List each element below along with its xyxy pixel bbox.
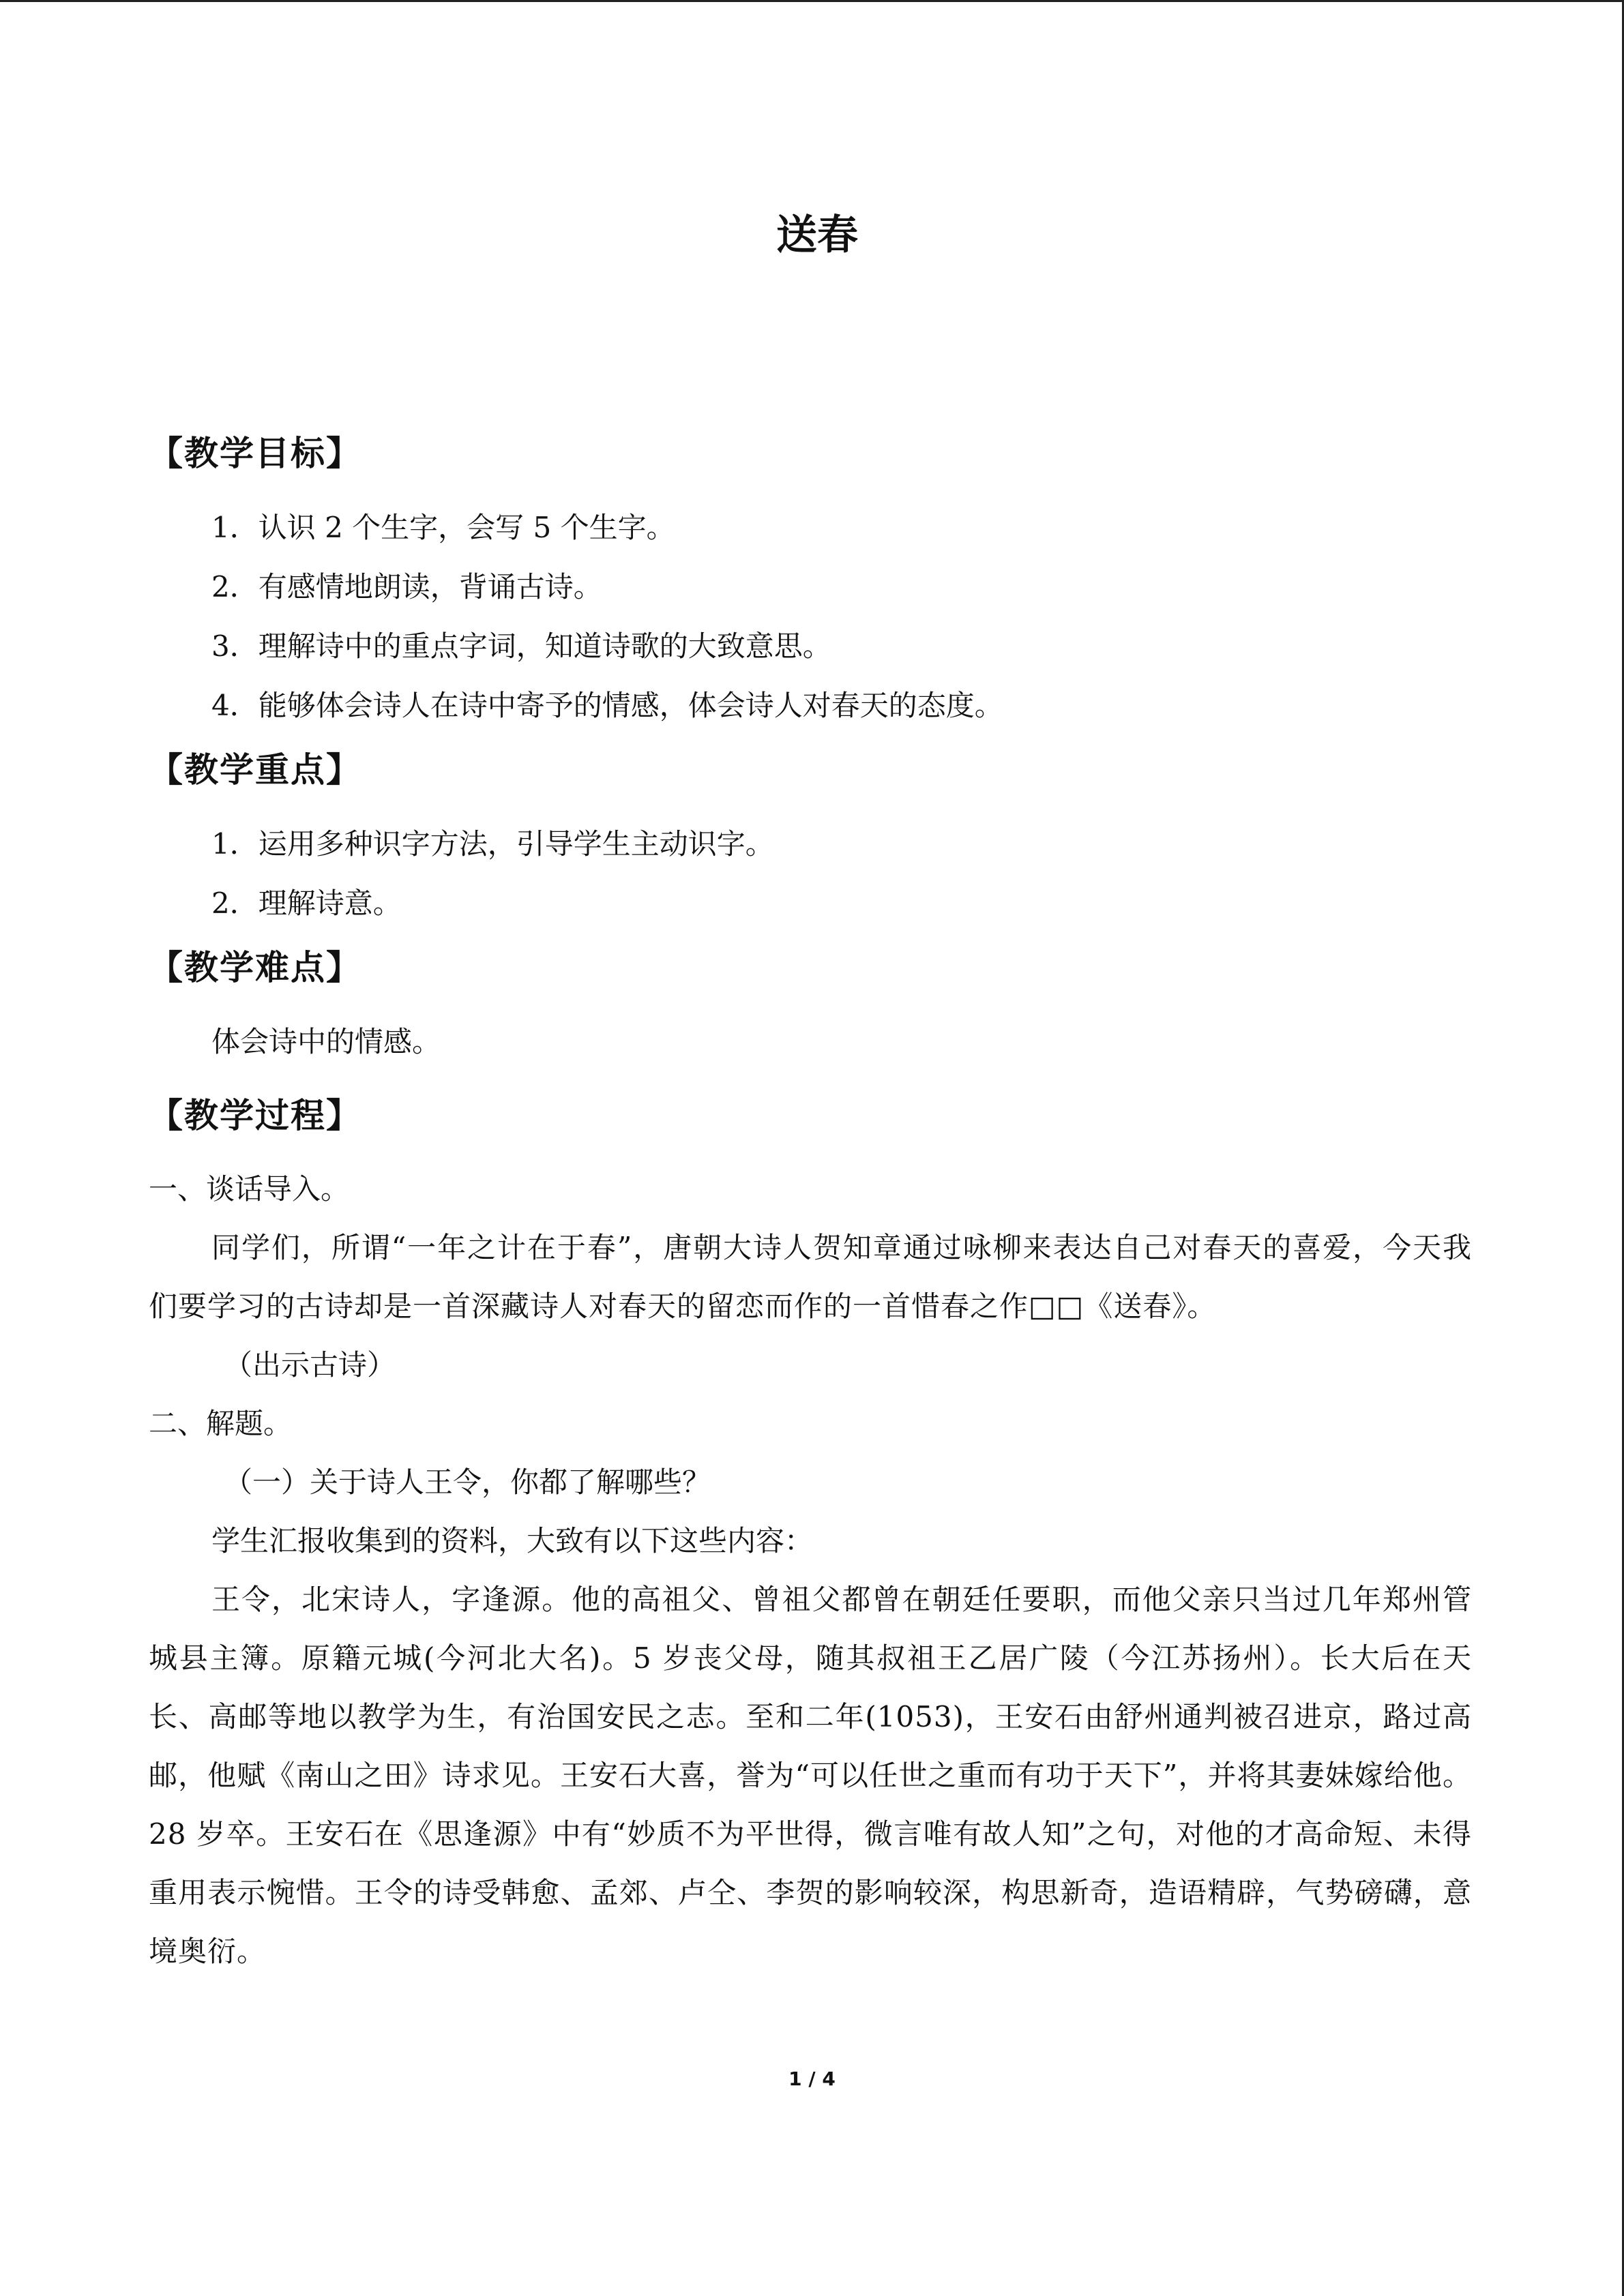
- process-step-2-paragraph: 王令，北宋诗人，字逢源。他的高祖父、曾祖父都曾在朝廷任要职，而他父亲只当过几年郑州管城县主簿。原籍元城(今河北大名)。5 岁丧父母，随其叔祖王乙居广陵（今江苏扬州）。长大后在天长、高邮等地以教学为生，有治国安民之志。至和二年(1053)，王安石由舒州通判被召进京，路过高邮，他赋《南山之田》诗求见。王安石大喜，誉为“可以任世之重而有功于天下”，并将其妻妹嫁给他。28 岁卒。王安石在《思逢源》中有“妙质不为平世得，微言唯有故人知”之句，对他的才高命短、未得重用表示惋惜。王令的诗受韩愈、孟郊、卢仝、李贺的影响较深，构思新奇，造语精辟，气势磅礴，意境奥衍。: [149, 1583, 1472, 1968]
- goal-item-2: 2．有感情地朗读，背诵古诗。: [211, 570, 602, 603]
- process-step-1-paragraph: 同学们，所谓“一年之计在于春”，唐朝大诗人贺知章通过咏柳来表达自己对春天的喜爱，今天我们要学习的古诗却是一首深藏诗人对春天的留恋而作的一首惜春之作□□《送春》。: [149, 1231, 1472, 1323]
- page-top-border: [0, 0, 1624, 2]
- process-step-1-title: 一、谈话导入。: [149, 1172, 350, 1206]
- goal-item-3: 3．理解诗中的重点字词，知道诗歌的大致意思。: [211, 629, 831, 663]
- page-number: 1 / 4: [788, 2068, 836, 2090]
- section-heading-difficulties: 【教学难点】: [149, 948, 361, 987]
- key-point-item-2: 2．理解诗意。: [211, 886, 402, 920]
- process-step-2-subheading: （一）关于诗人王令，你都了解哪些？: [224, 1465, 711, 1499]
- goal-item-4: 4．能够体会诗人在诗中寄予的情感，体会诗人对春天的态度。: [211, 689, 1003, 722]
- document-title: 送春: [776, 211, 858, 259]
- section-teaching-goals: [149, 423, 1472, 735]
- section-heading-key-points: 【教学重点】: [149, 750, 361, 790]
- section-teaching-process: [149, 1085, 1472, 1981]
- section-heading-goals: 【教学目标】: [149, 434, 361, 473]
- document-content: [149, 205, 1472, 1985]
- section-key-points: [149, 739, 1472, 933]
- goal-item-1: 1．认识 2 个生字，会写 5 个生字。: [211, 511, 675, 544]
- process-step-2-intro: 学生汇报收集到的资料，大致有以下这些内容：: [211, 1524, 814, 1557]
- process-step-2-title: 二、解题。: [149, 1407, 293, 1440]
- section-difficulties: [149, 937, 1472, 1071]
- difficulty-text: 体会诗中的情感。: [211, 1025, 441, 1058]
- process-step-1-note: （出示古诗）: [224, 1348, 396, 1382]
- section-heading-process: 【教学过程】: [149, 1096, 361, 1135]
- key-point-item-1: 1．运用多种识字方法，引导学生主动识字。: [211, 827, 774, 861]
